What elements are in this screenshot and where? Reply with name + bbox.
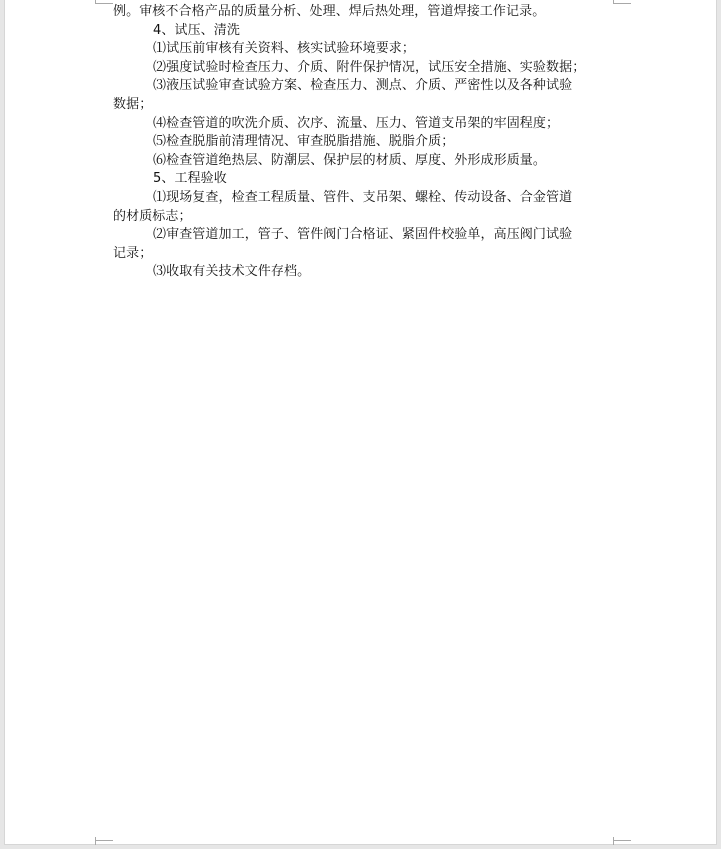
text-line[interactable]: ⑴试压前审核有关资料、核实试验环境要求； bbox=[153, 41, 416, 57]
text-line[interactable]: ⑶液压试验审查试验方案、检查压力、测点、介质、严密性以及各种试验 bbox=[153, 78, 573, 94]
text-line[interactable]: ⑷检查管道的吹洗介质、次序、流量、压力、管道支吊架的牢固程度； bbox=[153, 115, 560, 131]
text-line[interactable]: 例。审核不合格产品的质量分析、处理、焊后热处理，管道焊接工作记录。 bbox=[113, 4, 546, 19]
text-line[interactable]: ⑸检查脱脂前清理情况、审查脱脂措施、脱脂介质； bbox=[153, 134, 455, 150]
section-heading-acceptance[interactable]: 5、工程验收 bbox=[153, 171, 227, 187]
document-body[interactable] bbox=[113, 3, 615, 282]
text-line[interactable]: ⑶收取有关技术文件存档。 bbox=[153, 264, 311, 280]
section-heading-pressure-test[interactable]: 4、试压、清洗 bbox=[153, 22, 240, 38]
document-page bbox=[4, 0, 717, 845]
crop-mark-top-right-h bbox=[613, 3, 631, 4]
text-line[interactable]: ⑵强度试验时检查压力、介质、附件保护情况，试压安全措施、实验数据； bbox=[153, 59, 586, 75]
crop-mark-bottom-left bbox=[95, 837, 96, 845]
text-line[interactable]: 的材质标志； bbox=[113, 208, 192, 224]
text-line[interactable]: 记录； bbox=[113, 245, 153, 261]
crop-mark-bottom-right-h bbox=[613, 840, 631, 841]
text-line[interactable]: ⑴现场复查，检查工程质量、管件、支吊架、螺栓、传动设备、合金管道 bbox=[153, 189, 573, 205]
crop-mark-bottom-left-h bbox=[95, 840, 113, 841]
text-line[interactable]: ⑹检查管道绝热层、防潮层、保护层的材质、厚度、外形成形质量。 bbox=[153, 152, 547, 168]
crop-mark-bottom-right bbox=[613, 837, 614, 845]
crop-mark-top-left-h bbox=[95, 3, 113, 4]
text-line[interactable]: 数据； bbox=[113, 96, 153, 112]
text-line[interactable]: ⑵审查管道加工，管子、管件阀门合格证、紧固件校验单，高压阀门试验 bbox=[153, 227, 573, 243]
